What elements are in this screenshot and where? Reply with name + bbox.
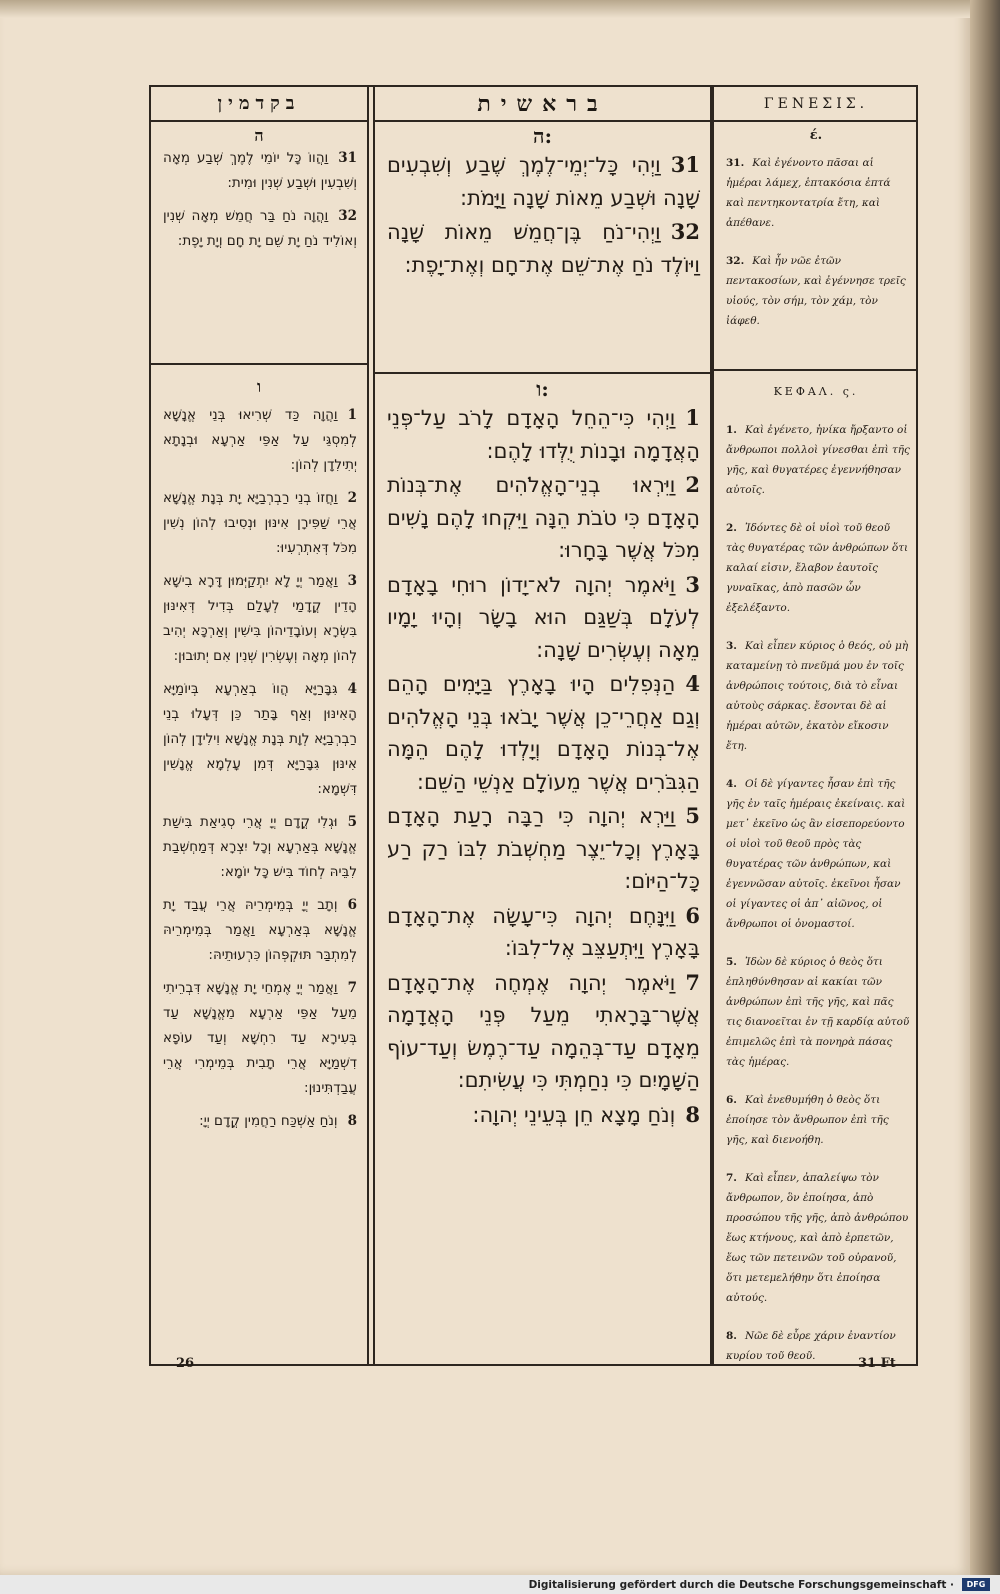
verse-number: 4. <box>726 778 737 790</box>
verse <box>151 893 367 968</box>
septuagint-chapter-divider <box>714 369 918 371</box>
verse-number: 4 <box>685 671 700 696</box>
verse-number: 31. <box>726 157 745 169</box>
signature-mark: 31 Ft <box>858 1356 896 1371</box>
verse-text: וַיְהִי־נֹחַ בֶּן־חֲמֵשׁ מֵאוֹת שָׁנָה וַיּוֹלֶד נֹחַ אֶת־שֵׁם אֶת־חָם וְאֶת־יָפֶת: <box>387 220 700 277</box>
verse-text: וַיַּרְא יְהוָה כִּי רַבָּה רָעַת הָאָדָם בָּאָרֶץ וְכָל־יֵצֶר מַחְשְׁבֹת לִבּוֹ רַק רַע כָּל־הַיּוֹם: <box>387 804 700 893</box>
verse-text: הַנְּפִלִים הָיוּ בָאָרֶץ בַּיָּמִים הָהֵם וְגַם אַחֲרֵי־כֵן אֲשֶׁר יָבֹאוּ בְּנֵי הָאֱלֹהִים אֶל־בְּנוֹת הָאָדָם וְיָלְדוּ לָהֶם הֵמָּה הַגִּבֹּרִים אֲשֶׁר מֵעוֹלָם אַנְשֵׁי הַשֵּׁם: <box>387 672 700 794</box>
verse-number: 1 <box>347 407 357 423</box>
verse <box>375 216 710 281</box>
verse-number: 3 <box>685 571 700 597</box>
verse-text: וּגְלִי קֳדָם יְיָ אֲרֵי סְגִיאַת בִּישַׁת אֱנָשָׁא בְּאַרְעָא וְכָל יִצְרָא דְּמַחְשְׁבַת לִבֵּיהּ לְחוֹד בִּישׁ כָּל יוֹמָא: <box>163 814 357 880</box>
targum-chapter6-verses <box>151 403 367 1134</box>
verse-text: וְנֹחַ מָצָא חֵן בְּעֵינֵי יְהוָה: <box>472 1102 676 1127</box>
verse-number: 32. <box>726 255 745 267</box>
hebrew-chapter5-mark: ה: <box>533 124 552 148</box>
verse-number: 7 <box>685 969 700 995</box>
verse-number: 8 <box>347 1113 357 1129</box>
septuagint-column <box>712 87 918 1364</box>
verse <box>375 967 710 1097</box>
verse-text: וַיְהִי כִּי־הֵחֵל הָאָדָם לָרֹב עַל־פְּנֵי הָאֲדָמָה וּבָנוֹת יֻלְּדוּ לָהֶם: <box>387 406 700 463</box>
verse-text: וַהֲוָה נֹחַ בַּר חֲמֵשׁ מְאָה שְׁנִין וְאוֹלִיד נֹחַ יָת שֵׁם יָת חָם וְיָת יָפֶת: <box>163 208 357 249</box>
septuagint-header: ΓΕΝΕΣΙΣ. <box>714 87 918 122</box>
verse <box>151 403 367 478</box>
verse-number: 3. <box>726 640 737 652</box>
verse <box>151 677 367 802</box>
hebrew-chapter6-mark: ו: <box>536 377 549 401</box>
verse-text: Οἱ δὲ γίγαντες ἦσαν ἐπὶ τῆς γῆς ἐν ταῖς ἡμέραις ἐκείναις. καὶ μετ᾽ ἐκεῖνο ὡς ἂν εἰσεπορεύοντο οἱ υἱοὶ τοῦ θεοῦ πρὸς τὰς θυγατέρας τῶν ἀνθρώπων, καὶ ἐγεννῶσαν αὐτοῖς. ἐκεῖνοι ἦσαν οἱ γίγαντες οἱ ἀπ᾽ αἰῶνος, οἱ ἄνθρωποι οἱ ὀνομαστοί. <box>726 778 906 930</box>
hebrew-header: בראשית <box>375 87 710 122</box>
verse-number: 31 <box>670 152 700 177</box>
septuagint-chapter6-verses <box>714 420 918 1366</box>
verse <box>714 1168 918 1308</box>
verse-text: Καὶ ἐγένετο, ἡνίκα ἤρξαντο οἱ ἄνθρωποι πολλοὶ γίνεσθαι ἐπὶ τῆς γῆς, καὶ θυγατέρες ἐγεννήθησαν αὐτοῖς. <box>726 424 910 496</box>
hebrew-chapter-divider <box>375 372 710 374</box>
verse-number: 4 <box>347 681 357 697</box>
verse-number: 6 <box>685 902 700 928</box>
verse-text: וַאֲמַר יְיָ לָא יִתְקַיְּמוּן דָּרָא בִישָׁא הָדֵין קֳדָמַי לְעָלַם בְּדִיל דְּאִינּוּן בִּשְׂרָא וְעוֹבָדֵיהוֹן בִּישִׁין וְאַרְכָּא יְהִיב לְהוֹן מְאָה וְעֶשְׂרִין שְׁנִין אִם יְתוּבוּן: <box>163 573 357 664</box>
verse-number: 3 <box>347 573 357 589</box>
verse <box>714 636 918 756</box>
verse-number: 1 <box>685 405 700 430</box>
verse <box>375 900 710 965</box>
verse <box>151 146 367 196</box>
verse-number: 6. <box>726 1094 737 1106</box>
verse <box>375 469 710 567</box>
verse-text: וַחֲזוֹ בְנֵי רַבְרְבַיָּא יָת בְּנָת אֱנָשָׁא אֲרֵי שַׁפִּירָן אִינּוּן וּנְסִיבוּ לְהוֹן נְשִׁין מִכֹּל דְּאִתְרְעִיוּ: <box>163 490 357 556</box>
targum-chapter-divider <box>151 363 367 365</box>
verse-number: 32 <box>670 219 700 244</box>
verse-text: וַהֲווֹ כָּל יוֹמֵי לֶמֶךְ שְׁבַע מְאָה וְשִׁבְעִין וּשְׁבַע שְׁנִין וּמִית: <box>163 150 357 191</box>
targum-column <box>151 87 369 1364</box>
verse <box>375 668 710 798</box>
verse-number: 2 <box>685 472 700 497</box>
verse-number: 8. <box>726 1330 737 1342</box>
targum-chapter5-mark: ה <box>254 126 264 145</box>
verse <box>151 810 367 885</box>
verse <box>151 976 367 1101</box>
hebrew-chapter6-verses <box>375 402 710 1131</box>
verse <box>714 420 918 500</box>
verse <box>375 402 710 467</box>
verse-number: 7 <box>347 980 357 996</box>
verse <box>151 569 367 669</box>
verse-text: וַיְהִי כָּל־יְמֵי־לֶמֶךְ שֶׁבַע וְשִׁבְעִים שָׁנָה וּשְׁבַע מֵאוֹת שָׁנָה וַיָּמֹת: <box>387 153 700 210</box>
verse <box>151 204 367 254</box>
verse-text: Ἰδὼν δὲ κύριος ὁ θεὸς ὅτι ἐπληθύνθησαν αἱ κακίαι τῶν ἀνθρώπων ἐπὶ τῆς γῆς, καὶ πᾶς τις διανοεῖται ἐν τῇ καρδίᾳ αὐτοῦ ἐπιμελῶς ἐπὶ τὰ πονηρὰ πάσας τὰς ἡμέρας. <box>726 956 910 1068</box>
verse-text: Καὶ ἐνεθυμήθη ὁ θεὸς ὅτι ἐποίησε τὸν ἄνθρωπον ἐπὶ τῆς γῆς, καὶ διενοήθη. <box>726 1094 889 1146</box>
verse-text: וַאֲמַר יְיָ אֶמְחֵי יָת אֱנָשָׁא דִּבְרֵיתִי מֵעַל אַפֵּי אַרְעָא מֵאֱנָשָׁא עַד בְּעִירָא עַד רִחְשָׁא וְעַד עוֹפָא דִשְׁמַיָּא אֲרֵי תָבִית בְּמֵימְרִי אֲרֵי עֲבַדְתִּינוּן: <box>163 980 357 1096</box>
septuagint-chapter6-mark: ΚΕΦΑΛ. ς. <box>773 385 859 398</box>
verse-text: וְתָב יְיָ בְּמֵימְרֵיהּ אֲרֵי עֲבַד יָת אֱנָשָׁא בְּאַרְעָא וַאֲמַר בְּמֵימְרֵיהּ לְמִתְבַּר תּוּקְפְּהוֹן כִּרְעוּתֵיהּ: <box>163 897 357 963</box>
targum-header: בקדמין <box>151 87 367 122</box>
verse-text: וַהֲוָה כַּד שְׁרִיאוּ בְּנֵי אֱנָשָׁא לְמִסְגֵּי עַל אַפֵּי אַרְעָא וּבְנָתָא יְתִילִדָן לְהוֹן: <box>163 407 357 473</box>
verse-text: Καὶ εἶπεν, ἀπαλείψω τὸν ἄνθρωπον, ὃν ἐποίησα, ἀπὸ προσώπου τῆς γῆς, ἀπὸ ἀνθρώπου ἕως κτήνους, καὶ ἀπὸ ἑρπετῶν, ἕως τῶν πετεινῶν τοῦ οὐρανοῦ, ὅτι μετεμελήθην ὅτι ἐποίησα αὐτούς. <box>726 1172 909 1304</box>
targum-chapter5-verses <box>151 146 367 254</box>
verse <box>151 1109 367 1134</box>
verse-text: Ἰδόντες δὲ οἱ υἱοὶ τοῦ θεοῦ τὰς θυγατέρας τῶν ἀνθρώπων ὅτι καλαί εἰσιν, ἔλαβον ἑαυτοῖς γυναῖκας, ἀπὸ πασῶν ὧν ἐξελέξαντο. <box>726 522 909 614</box>
verse <box>375 569 710 667</box>
book-spine <box>970 0 1000 1575</box>
verse <box>375 1099 710 1132</box>
verse <box>714 774 918 934</box>
funding-banner <box>0 1575 1000 1594</box>
septuagint-chapter5-verses <box>714 153 918 331</box>
verse <box>151 486 367 561</box>
verse-number: 32 <box>338 208 357 224</box>
verse-text: וְנֹחַ אַשְׁכַּח רַחֲמִין קֳדָם יְיָ: <box>199 1113 338 1129</box>
targum-chapter6-mark: ו <box>256 377 262 396</box>
verse-text: וַיֹּאמֶר יְהוָה לֹא־יָדוֹן רוּחִי בָאָדָם לְעֹלָם בְּשַׁגַּם הוּא בָשָׂר וְהָיוּ יָמָיו מֵאָה וְעֶשְׂרִים שָׁנָה: <box>387 572 700 662</box>
verse-number: 1. <box>726 424 737 436</box>
verse-text: Καὶ ἦν νῶε ἐτῶν πεντακοσίων, καὶ ἐγέννησε τρεῖς υἱούς, τὸν σήμ, τὸν χάμ, τὸν ἰάφεθ. <box>726 255 906 327</box>
hebrew-column <box>373 87 712 1364</box>
verse <box>714 1090 918 1150</box>
verse-number: 2 <box>347 490 357 506</box>
verse-number: 5. <box>726 956 737 968</box>
hebrew-chapter5-verses <box>375 149 710 281</box>
funding-banner-text: Digitalisierung gefördert durch die Deutsche Forschungsgemeinschaft · <box>528 1578 954 1591</box>
septuagint-chapter5-mark: έ. <box>809 128 823 143</box>
page-number: 26 <box>176 1356 195 1371</box>
verse <box>714 518 918 618</box>
hebrew-chapter6 <box>375 377 710 1133</box>
dfg-logo: DFG <box>962 1578 990 1591</box>
verse-number: 6 <box>347 897 357 913</box>
verse-number: 8 <box>685 1101 700 1127</box>
verse-text: Νῶε δὲ εὗρε χάριν ἐναντίον κυρίου τοῦ θεοῦ. <box>726 1330 896 1362</box>
verse <box>375 149 710 214</box>
verse-number: 5 <box>347 814 357 830</box>
targum-chapter6 <box>151 377 367 1142</box>
verse-number: 31 <box>338 150 357 166</box>
verse-text: וַיִּרְאוּ בְנֵי־הָאֱלֹהִים אֶת־בְּנוֹת הָאָדָם כִּי טֹבֹת הֵנָּה וַיִּקְחוּ לָהֶם נָשִׁים מִכֹּל אֲשֶׁר בָּחָרוּ: <box>387 473 700 562</box>
verse <box>714 952 918 1072</box>
verse-text: גִּבָּרַיָּא הֲווֹ בְאַרְעָא בְּיוֹמַיָּא הָאִינּוּן וְאַף בָּתַר כֵּן דְּעָלוּ בְנֵי רַבְרְבַיָּא לְוָת בְּנָת אֱנָשָׁא וִילִידָן לְהוֹן אִינּוּן גִּבָּרַיָּא דְּמִן עָלְמָא אֱנָשִׁין דִּשְׁמָא: <box>163 681 357 797</box>
verse-number: 5 <box>685 803 700 828</box>
polyglot-frame <box>149 85 918 1366</box>
verse-text: וַיֹּאמֶר יְהוָה אֶמְחֶה אֶת־הָאָדָם אֲשֶׁר־בָּרָאתִי מֵעַל פְּנֵי הָאֲדָמָה מֵאָדָם עַד־בְּהֵמָה עַד־רֶמֶשׂ וְעַד־עוֹף הַשָּׁמָיִם כִּי נִחַמְתִּי כִּי עֲשִׂיתִם: <box>387 970 700 1092</box>
verse-text: Καὶ εἶπεν κύριος ὁ θεός, οὐ μὴ καταμείνῃ τὸ πνεῦμά μου ἐν τοῖς ἀνθρώποις τούτοις, διὰ τὸ εἶναι αὐτοὺς σάρκας. ἔσονται δὲ αἱ ἡμέραι αὐτῶν, ἑκατὸν εἴκοσιν ἔτη. <box>726 640 909 752</box>
verse <box>714 251 918 331</box>
septuagint-chapter6 <box>714 385 918 1384</box>
verse-text: וַיִּנָּחֶם יְהוָה כִּי־עָשָׂה אֶת־הָאָדָם בָּאָרֶץ וַיִּתְעַצֵּב אֶל־לִבּוֹ: <box>387 903 700 960</box>
verse <box>714 153 918 233</box>
verse-number: 2. <box>726 522 737 534</box>
verse <box>375 800 710 898</box>
page-top-edge <box>0 0 970 18</box>
verse-number: 7. <box>726 1172 737 1184</box>
verse-text: Καὶ ἐγένοντο πᾶσαι αἱ ἡμέραι λάμεχ, ἑπτακόσια ἑπτά καὶ πεντηκοντατρία ἔτη, καὶ ἀπέθανε. <box>726 157 891 229</box>
